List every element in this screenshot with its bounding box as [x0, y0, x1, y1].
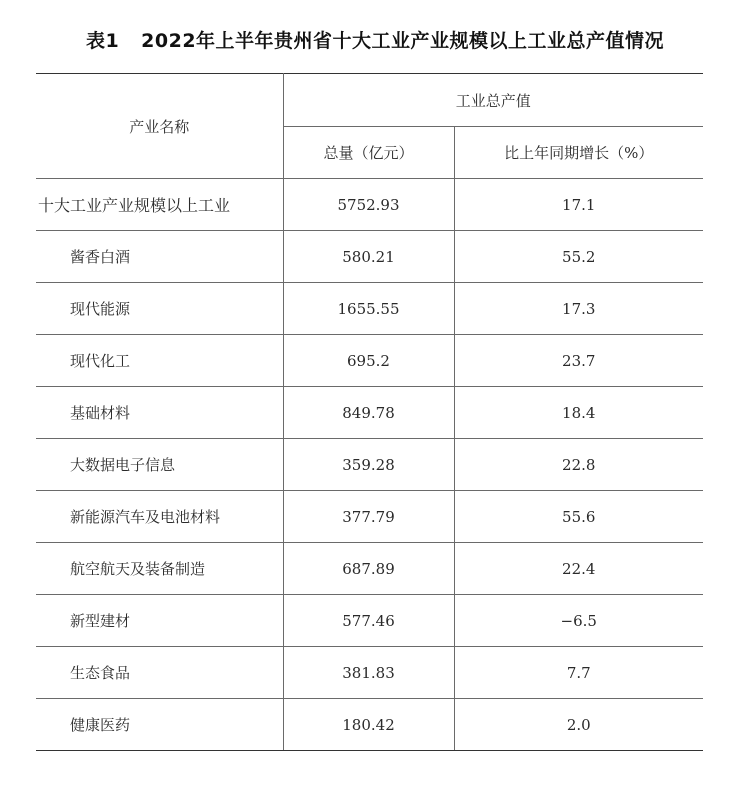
- total-value-cell: 580.21: [283, 231, 454, 283]
- header-total-output-group: 工业总产值: [283, 74, 703, 127]
- header-total-amount: 总量（亿元）: [283, 127, 454, 179]
- industry-name-cell: 新型建材: [36, 595, 283, 647]
- growth-value-cell: 22.8: [454, 439, 703, 491]
- total-value-cell: 695.2: [283, 335, 454, 387]
- growth-value-cell: 22.4: [454, 543, 703, 595]
- growth-value-cell: 7.7: [454, 647, 703, 699]
- total-value-cell: 180.42: [283, 699, 454, 751]
- total-value-cell: 359.28: [283, 439, 454, 491]
- table-row: [36, 387, 703, 439]
- table-row-total: [36, 179, 703, 231]
- table-row: [36, 699, 703, 751]
- industry-name-cell: 新能源汽车及电池材料: [36, 491, 283, 543]
- growth-value-cell: 2.0: [454, 699, 703, 751]
- industry-output-table: [36, 73, 703, 751]
- growth-value-cell: 17.3: [454, 283, 703, 335]
- total-value-cell: 377.79: [283, 491, 454, 543]
- table-row: [36, 647, 703, 699]
- industry-name-cell: 航空航天及装备制造: [36, 543, 283, 595]
- industry-name-cell: 生态食品: [36, 647, 283, 699]
- growth-value-cell: 17.1: [454, 179, 703, 231]
- table-number-label: 表1: [85, 30, 120, 52]
- table-row: [36, 283, 703, 335]
- industry-name-cell: 现代化工: [36, 335, 283, 387]
- growth-value-cell: 18.4: [454, 387, 703, 439]
- growth-value-cell: 55.2: [454, 231, 703, 283]
- industry-name-cell: 基础材料: [36, 387, 283, 439]
- growth-value-cell: −6.5: [454, 595, 703, 647]
- table-title: [0, 26, 750, 53]
- total-value-cell: 1655.55: [283, 283, 454, 335]
- total-value-cell: 687.89: [283, 543, 454, 595]
- total-value-cell: 5752.93: [283, 179, 454, 231]
- table-row: [36, 231, 703, 283]
- total-value-cell: 381.83: [283, 647, 454, 699]
- industry-name-cell: 酱香白酒: [36, 231, 283, 283]
- table-row: [36, 595, 703, 647]
- total-value-cell: 577.46: [283, 595, 454, 647]
- total-value-cell: 849.78: [283, 387, 454, 439]
- header-industry-name: 产业名称: [36, 74, 283, 179]
- industry-name-cell: 健康医药: [36, 699, 283, 751]
- industry-name-cell: 十大工业产业规模以上工业: [36, 179, 283, 231]
- table-title-text: 2022年上半年贵州省十大工业产业规模以上工业总产值情况: [141, 30, 665, 52]
- table-row: [36, 543, 703, 595]
- table-row: [36, 439, 703, 491]
- header-yoy-growth: 比上年同期增长（%）: [454, 127, 703, 179]
- industry-name-cell: 大数据电子信息: [36, 439, 283, 491]
- growth-value-cell: 23.7: [454, 335, 703, 387]
- growth-value-cell: 55.6: [454, 491, 703, 543]
- industry-name-cell: 现代能源: [36, 283, 283, 335]
- table-row: [36, 335, 703, 387]
- table-row: [36, 491, 703, 543]
